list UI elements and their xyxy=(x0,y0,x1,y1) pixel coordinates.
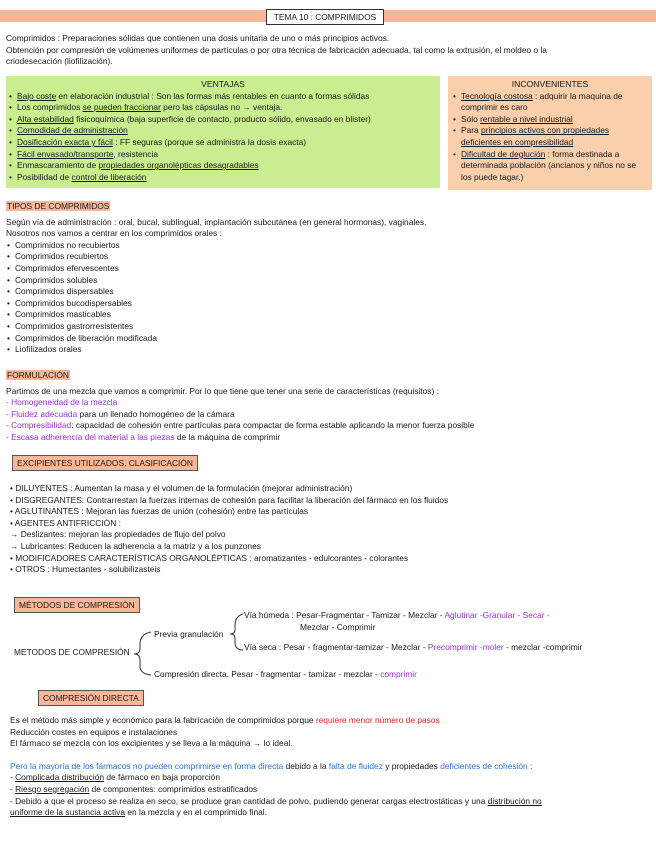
list-item: • Dosificación exacta y fácil : FF seguras (porque se administra la dosis exacta) xyxy=(8,137,440,149)
list-item: - Fluidez adecuada para un llenado homogéneo de la cámara xyxy=(6,408,235,419)
ventajas-title: VENTAJAS xyxy=(201,79,245,89)
list-item: • Tecnología costosa : adquirir la maquina de comprimir es caro xyxy=(452,91,648,114)
directa-line: - Complicada distribución de fármaco en baja proporción xyxy=(10,772,220,783)
intro-line: criodesecación (liofilización). xyxy=(6,56,113,67)
list-item: • Sólo rentable a nivel industrial xyxy=(452,114,648,126)
metodos-heading: MÉTODOS DE COMPRESIÓN xyxy=(14,597,140,613)
list-item: • Dificultad de deglución : forma destinada a determinada población (ancianos y niños no se los puede tagar.) xyxy=(452,149,648,184)
via-humeda: Vía húmeda : Pesar-Fragmentar - Tamizar - Mezclar - Aglutinar -Granular - Secar - xyxy=(244,610,550,620)
list-item: • Comprimidos efervescentes xyxy=(6,263,426,275)
list-item: • Los comprimidos se pueden fraccionar pero las cápsulas no → ventaja. xyxy=(8,102,440,114)
list-item: • OTROS : Humectantes - solubilizasteis xyxy=(10,564,161,575)
list-item: • Posibilidad de control de liberación xyxy=(8,172,440,184)
excipientes-heading: EXCIPIENTES UTILIZADOS. CLASIFICACIÓN xyxy=(12,455,198,471)
list-item: • Comprimidos solubles xyxy=(6,275,426,287)
previa-granulacion: Previa granulación xyxy=(154,629,224,639)
list-item: • Enmascaramiento de propiedades organolépticas desagradables xyxy=(8,160,440,172)
list-item: • Fácil envasado/transporte, resistencia xyxy=(8,149,440,161)
list-item: • Para principios activos con propiedades deficientes en compresibilidad xyxy=(452,125,648,148)
list-item: • AGENTES ANTIFRICCIÓN : xyxy=(10,517,121,528)
intro-line: Obtención por compresión de volúmenes uniformes de partículas o por otra técnica de fabricación adecuada, tal como la extrusión, el moldeo o la xyxy=(6,44,547,55)
list-item: • Liofilizados orales xyxy=(6,344,426,356)
via-humeda-line2: Mezclar - Comprimir xyxy=(300,622,376,632)
page-title: TEMA 10 : COMPRIMIDOS xyxy=(266,9,384,25)
directa-line: - Debido a que el proceso se realiza en seco, se produce gran cantidad de polvo, pudiendo generar cargas electrostáticas y una distribución no xyxy=(10,795,542,806)
list-item: → Deslizantes: mejoran las propiedades de flujo del polvo xyxy=(10,529,226,540)
list-item: - Escasa adherencia del material a las piezas de la máquina de comprimir xyxy=(6,431,281,442)
directa-line: uniforme de la sustancia activa en la mezcla y en el comprimido final. xyxy=(10,807,267,818)
metodos-root: METODOS DE COMPRESIÓN xyxy=(14,647,130,657)
tipos-heading: TIPOS DE COMPRIMIDOS xyxy=(7,201,110,211)
formulacion-line: Partimos de una mezcla que vamos a comprimir. Por lo que tiene que tener una serie de características (requisitos) : xyxy=(6,385,439,396)
list-item: • Bajo coste en elaboración industrial : Son las formas más rentables en cuanto a formas sólidas xyxy=(8,91,440,103)
tipos-line: Nosotros nos vamos a centrar en los comprimidos orales : xyxy=(6,228,222,239)
list-item: - Homogeneidad de la mezcla xyxy=(6,397,118,408)
list-item: • MODIFICADORES CARACTERÍSTICAS ORGANOLÉPTICAS : aromatizantes - edulcorantes - colorantes xyxy=(10,552,409,563)
intro-line: Comprimidos : Preparaciones sólidas que contienen una dosis unitaria de uno o más principios activos. xyxy=(6,33,390,43)
list-item: • Comprimidos dispersables xyxy=(6,286,426,298)
compresion-directa-line: Compresión directa. Pesar - fragmentar - tamizar - mezclar - comprimir xyxy=(154,669,417,679)
list-item: • Alta estabilidad fisicoquímica (baja superficie de contacto, producto sólido, envasado en blister) xyxy=(8,114,440,126)
list-item: • Comodidad de administración xyxy=(8,125,440,137)
list-item: • Comprimidos no recubiertos xyxy=(6,240,426,252)
list-item: → Lubricantes: Reducen la adherencia a la matriz y a los punzones xyxy=(10,540,261,551)
list-item: • AGLUTINANTES : Mejoran las fuerzas de unión (cohesión) entre las partículas xyxy=(10,506,309,517)
list-item: • DISGREGANTES: Contrarrestan la fuerzas internas de cohesión para facilitar la liberación del fármaco en los fluidos xyxy=(10,494,449,505)
via-seca: Vía seca : Pesar - fragmentar-tamizar - Mezclar - Precomprimir -moler - mezclar -comprimir xyxy=(244,642,583,652)
list-item: • DILUYENTES : Aumentan la masa y el volumen de la formulación (mejorar administración) xyxy=(10,483,353,493)
directa-heading: COMPRESIÓN DIRECTA xyxy=(38,690,144,706)
directa-line: Reducción costes en equipos e instalaciones xyxy=(10,726,178,737)
directa-text xyxy=(10,715,542,819)
list-item: • Comprimidos de liberación modificada xyxy=(6,333,426,345)
inconvenientes-title: INCONVENIENTES xyxy=(511,79,589,89)
directa-line: - Riesgo segregación de componentes: comprimidos estratificados xyxy=(10,783,258,794)
list-item: - Compresibilidad: capacidad de cohesión entre partículas para compactar de forma estable aplicando la menor fuerza posible xyxy=(6,420,475,431)
formulacion-heading: FORMULACIÓN xyxy=(7,370,69,380)
list-item: • Comprimidos masticables xyxy=(6,309,426,321)
directa-line: Es el método más simple y económico para la fabricación de comprimidos porque requiere menor número de pasos xyxy=(10,715,440,725)
list-item: • Comprimidos recubiertos xyxy=(6,251,426,263)
directa-line: Pero la mayoría de los fármacos no pueden comprimirse en forma directa debido a la falta de fluidez y propiedades deficientes de cohesión : xyxy=(10,760,533,771)
list-item: • Comprimidos gastrorresistentes xyxy=(6,321,426,333)
tipos-line: Según vía de administración : oral, bucal, sublingual, implantación subcutánea (en general hormonas), vaginales. xyxy=(6,216,427,227)
list-item: • Comprimidos bucodispersables xyxy=(6,298,426,310)
directa-line: El fármaco se mezcla con los excipientes y se lleva a la máquina → lo ideal. xyxy=(10,738,293,749)
